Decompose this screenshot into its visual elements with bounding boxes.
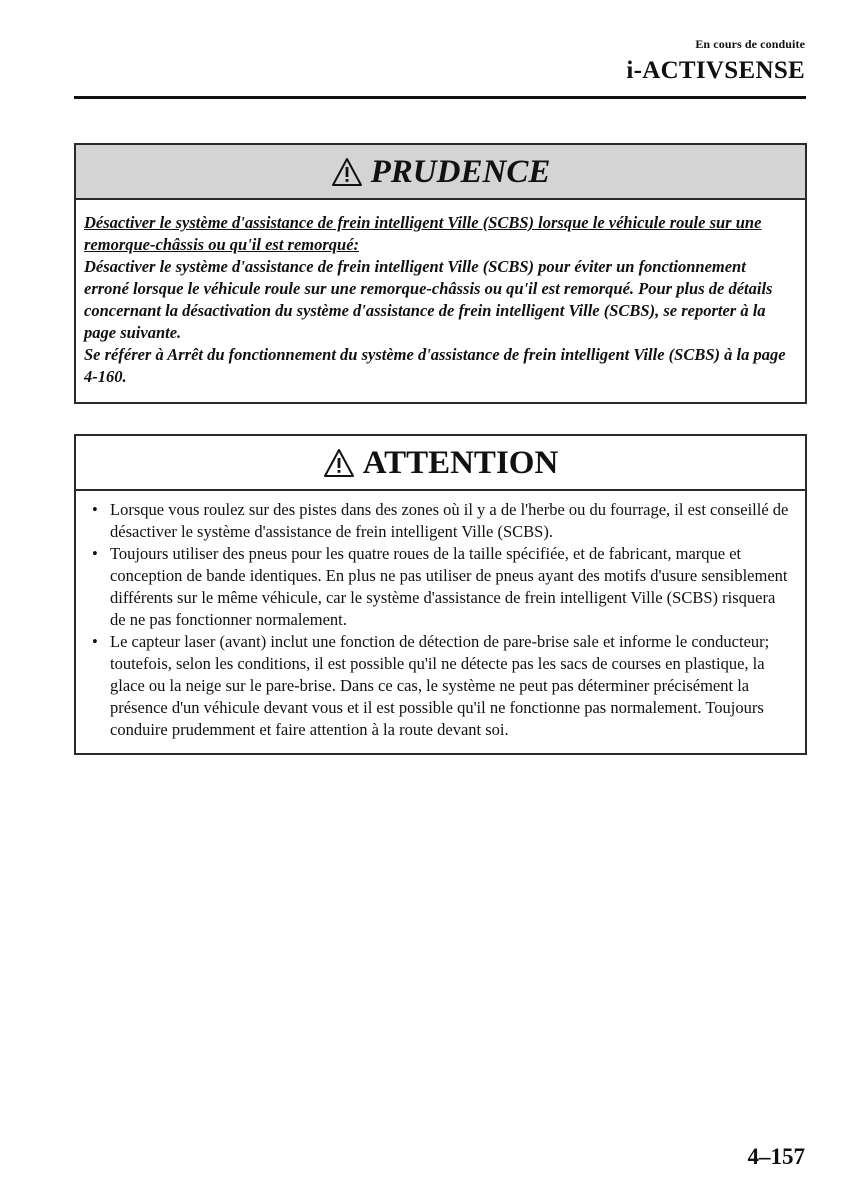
prudence-header xyxy=(76,145,805,200)
list-item xyxy=(88,631,793,741)
page-number: 4–157 xyxy=(747,1144,805,1169)
list-item-text: Le capteur laser (avant) inclut une fonction de détection de pare-brise sale et informe le conducteur; toutefois, selon les conditions, il est possible qu'il ne détecte pas les sacs de courses en plastique, la glace ou la neige sur le pare-brise. Dans ce cas, le système ne peut pas déterminer précisément la présence d'un véhicule devant vous et il est possible qu'il ne fonctionne pas normalement. Toujours conduire prudemment et faire attention à la route devant soi. xyxy=(110,632,770,739)
prudence-body xyxy=(76,200,805,402)
attention-box xyxy=(74,434,807,755)
bullet: • xyxy=(92,544,98,563)
bullet: • xyxy=(92,632,98,651)
prudence-heading: Désactiver le système d'assistance de frein intelligent Ville (SCBS) lorsque le véhicule roule sur une remorque-châssis ou qu'il est remorqué: xyxy=(84,213,762,254)
page-header xyxy=(0,36,805,86)
prudence-paragraph: Désactiver le système d'assistance de frein intelligent Ville (SCBS) pour éviter un fonctionnement erroné lorsque le véhicule roule sur une remorque-châssis ou qu'il est remorqué. Pour plus de détails concernant la désactivation du système d'assistance de frein intelligent Ville (SCBS), se reporter à la page suivante. xyxy=(84,257,773,342)
bullet: • xyxy=(92,500,98,519)
attention-title: ATTENTION xyxy=(362,444,559,481)
list-item-text: Toujours utiliser des pneus pour les quatre roues de la taille spécifiée, et de fabricant, marque et conception de bande identiques. En plus ne pas utiliser de pneus ayant des motifs d'usure sensiblement différents sur le même véhicule, car le système d'assistance de frein intelligent Ville (SCBS) risquera de ne pas fonctionner normalement. xyxy=(110,544,788,629)
warning-triangle-icon xyxy=(323,448,355,478)
prudence-title: PRUDENCE xyxy=(370,153,551,190)
attention-list xyxy=(88,499,793,741)
list-item xyxy=(88,499,793,543)
prudence-paragraph: Se référer à Arrêt du fonctionnement du système d'assistance de frein intelligent Ville (SCBS) à la page 4-160. xyxy=(84,345,786,386)
attention-body xyxy=(76,491,805,753)
chapter-title: i-ACTIVSENSE xyxy=(626,57,805,84)
attention-header xyxy=(76,436,805,491)
list-item-text: Lorsque vous roulez sur des pistes dans des zones où il y a de l'herbe ou du fourrage, il est conseillé de désactiver le système d'assistance de frein intelligent Ville (SCBS). xyxy=(110,500,789,541)
section-label: En cours de conduite xyxy=(695,37,805,51)
header-rule xyxy=(74,96,806,99)
prudence-box xyxy=(74,143,807,404)
warning-triangle-icon xyxy=(331,157,363,187)
list-item xyxy=(88,543,793,631)
